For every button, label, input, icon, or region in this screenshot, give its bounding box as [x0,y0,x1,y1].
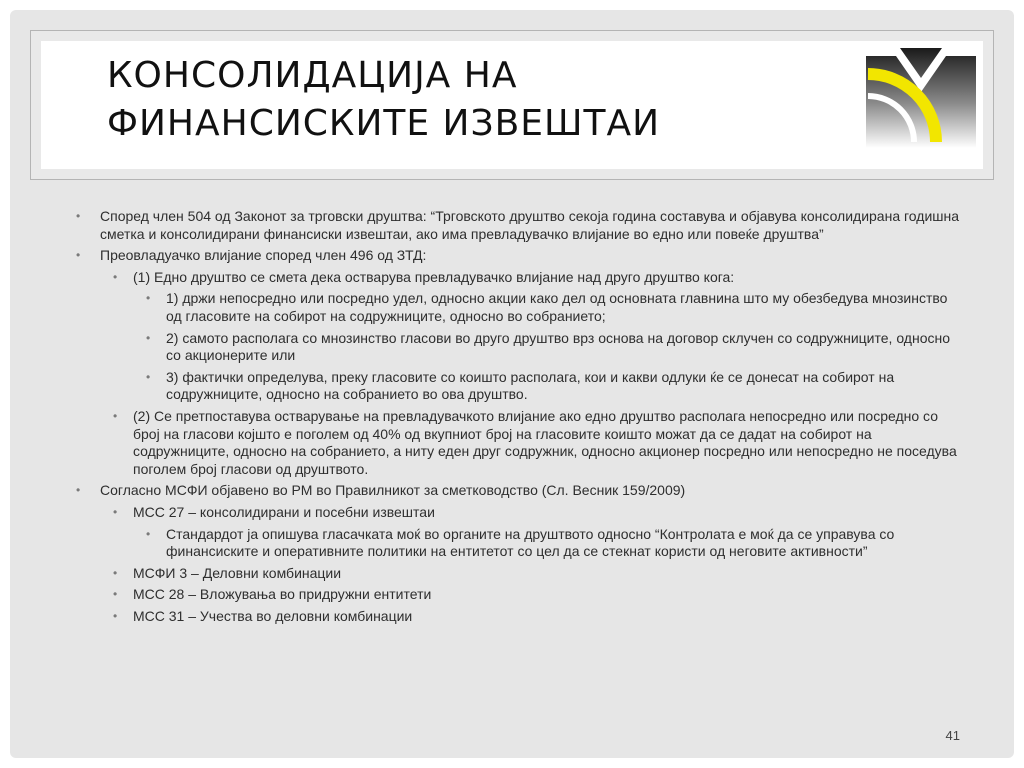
sub-sub-bullet-item: • 1) држи непосредно или посредно удел, односно акции како дел од основната главнина што му обезбедува мнозинство од гласовите на собирот на содружниците, односно во собранието; [76,290,966,325]
company-logo [866,48,976,148]
bullet-item: • Според член 504 од Законот за трговски друштва: “Трговското друштво секоја година составува и објавува консолидирана годишна сметка и консолидирани финансиски извештаи, ако има превладувачко влијание во едно или повеќе друштва” [76,208,966,243]
sub-bullet-item: • (2) Се претпоставува остварување на превладувачкото влијание ако едно друштво располага непосредно или посредно со број на гласови којшто е поголем од 40% од вкупниот број на гласовите коишто можат да се дадат на собирот на содружниците, односно на собранието, а ниту еден друг содружник, односно акционер посредно или непосредно не поседува поголем број гласови од друштвото. [76,408,966,478]
sub-bullet-item: • (1) Едно друштво се смета дека остварува превладувачко влијание над друго друштво кога: [76,269,966,287]
slide-number: 41 [945,728,960,743]
slide-title [107,52,827,148]
bullet-item: • Согласно МСФИ објавено во РМ во Правилникот за сметководство (Сл. Весник 159/2009) [76,482,966,500]
sub-sub-bullet-item: • 3) фактички определува, преку гласовите со коишто располага, кои и какви одлуки ќе се донесат на собирот на содружниците, односно на собранието во ова друштво. [76,369,966,404]
sub-sub-bullet-item: • 2) самото располага со мнозинство гласови во друго друштво врз основа на договор склучен со содружниците, односно со акционерите или [76,330,966,365]
sub-bullet-item: • МСФИ 3 – Деловни комбинации [76,565,966,583]
slide-title-line-1: КОНСОЛИДАЦИЈА НА [107,55,518,96]
slide-title-line-2: ФИНАНСИСКИТЕ ИЗВЕШТАИ [107,103,661,144]
bullet-item: • Преовладуачко влијание според член 496 од ЗТД: [76,247,966,265]
slide-body [76,208,966,629]
bullet-list [76,208,966,625]
sub-bullet-item: • МСС 28 – Вложувања во придружни ентитети [76,586,966,604]
sub-bullet-item: • МСС 31 – Учества во деловни комбинации [76,608,966,626]
sub-sub-bullet-item: • Стандардот ја опишува гласачката моќ во органите на друштвото односно “Контролата е моќ да се управува со финансиските и оперативните политики на ентитетот со цел да се стекнат користи од неговите активности” [76,526,966,561]
sub-bullet-item: • МСС 27 – консолидирани и посебни извештаи [76,504,966,522]
